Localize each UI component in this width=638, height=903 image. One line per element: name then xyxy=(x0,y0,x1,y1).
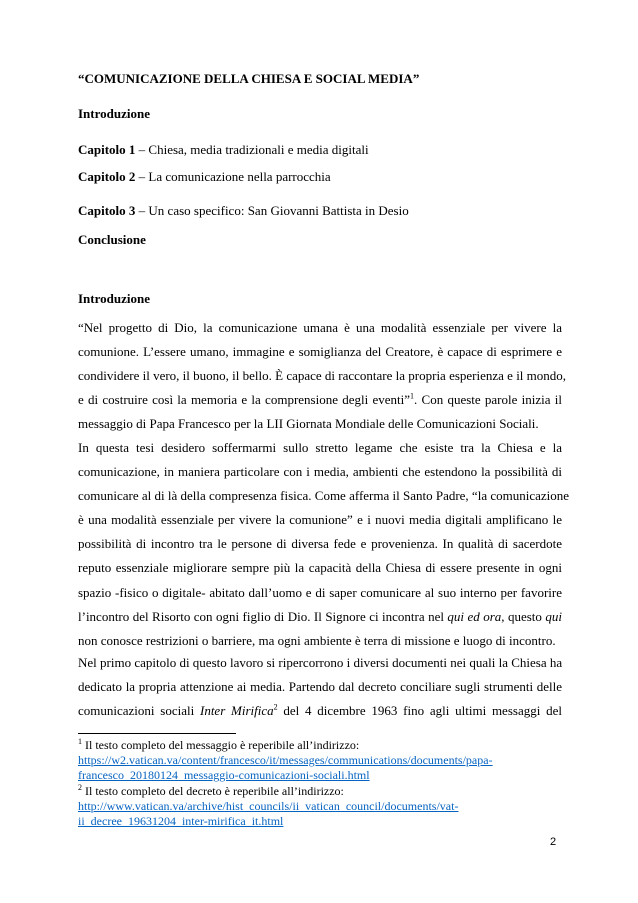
paragraph-3: Nel primo capitolo di questo lavoro si ripercorrono i diversi documenti nei quali la Chiesa ha dedicato la propria attenzione ai media. Partendo dal decreto conciliare sugli strumenti delle comunicazioni sociali Inter Mirifica$^2$ del 4 dicembre 1963 fino agli ultimi messaggi del xyxy=(78,655,563,719)
footnote-2-link[interactable]: http://www.vatican.va/archive/hist_councils/ii_vatican_council/documents/vat- ii_decree_19631204_inter-mirifica_it.html xyxy=(78,799,459,828)
paragraph-1: “Nel progetto di Dio, la comunicazione umana è una modalità essenziale per vivere la comunione. L’essere umano, immagine e somiglianza del Creatore, è capace di esprimere e condividere il vero, il buono, il bello. È capace di raccontare la propria esperienza e il mondo, e di costruire così la memoria e la comprensione degli eventi”$^1$. Con queste parole inizia il messaggio di Papa Francesco per la LII Giornata Mondiale delle Comunicazioni Sociali. xyxy=(78,320,567,432)
toc-capitolo-3: Capitolo 3 – Un caso specifico: San Giovanni Battista in Desio xyxy=(78,203,409,218)
toc-conclusione: Conclusione xyxy=(78,232,146,247)
toc-capitolo-1: Capitolo 1 – Chiesa, media tradizionali e media digitali xyxy=(78,142,369,157)
footnote-ref-1: 1 xyxy=(410,391,415,401)
toc-introduzione: Introduzione xyxy=(78,106,150,121)
footnote-1-link[interactable]: https://w2.vatican.va/content/francesco/it/messages/communications/documents/papa- francesco_20180124_messaggio-comunicazioni-sociali.html xyxy=(78,753,493,782)
toc-capitolo-2: Capitolo 2 – La comunicazione nella parrocchia xyxy=(78,169,331,184)
page-number: 2 xyxy=(550,836,557,848)
section-heading: Introduzione xyxy=(78,291,150,306)
footnote-1: $^1$ Il testo completo del messaggio è reperibile all’indirizzo: https://w2.vatican.va/content/francesco/it/messages/communications/documents/papa- francesco_20180124_messaggio-comunicazioni-sociali.html xyxy=(78,737,493,782)
paragraph-2: In questa tesi desidero soffermarmi sullo stretto legame che esiste tra la Chiesa e la comunicazione, in maniera particolare con i media, ambienti che estendono la possibilità di comunicare al di là della compresenza fisica. Come afferma il Santo Padre, “la comunicazione è una modalità essenziale per vivere la comunione” e i nuovi media digitali amplificano le possibilità di incontro tra le persone di diversa fede e provenienza. In qualità di sacerdote reputo essenziale migliorare sempre più la capacità della Chiesa di essere presente in ogni spazio -fisico o digitale- abitato dall’uomo e di saper comunicare al suo interno per favorire l’incontro del Risorto con ogni figlio di Dio. Il Signore ci incontra nel qui ed ora, questo qui non conosce restrizioni o barriere, ma ogni ambiente è terra di missione e luogo di incontro. xyxy=(78,440,570,648)
footnote-ref-2: 2 xyxy=(273,702,278,712)
document-title: “COMUNICAZIONE DELLA CHIESA E SOCIAL MEDIA” xyxy=(78,71,420,86)
footnote-separator xyxy=(78,733,236,734)
footnote-2: $^2$ Il testo completo del decreto è reperibile all’indirizzo: http://www.vatican.va/archive/hist_councils/ii_vatican_council/documents/vat- ii_decree_19631204_inter-mirifica_it.html xyxy=(78,783,459,828)
